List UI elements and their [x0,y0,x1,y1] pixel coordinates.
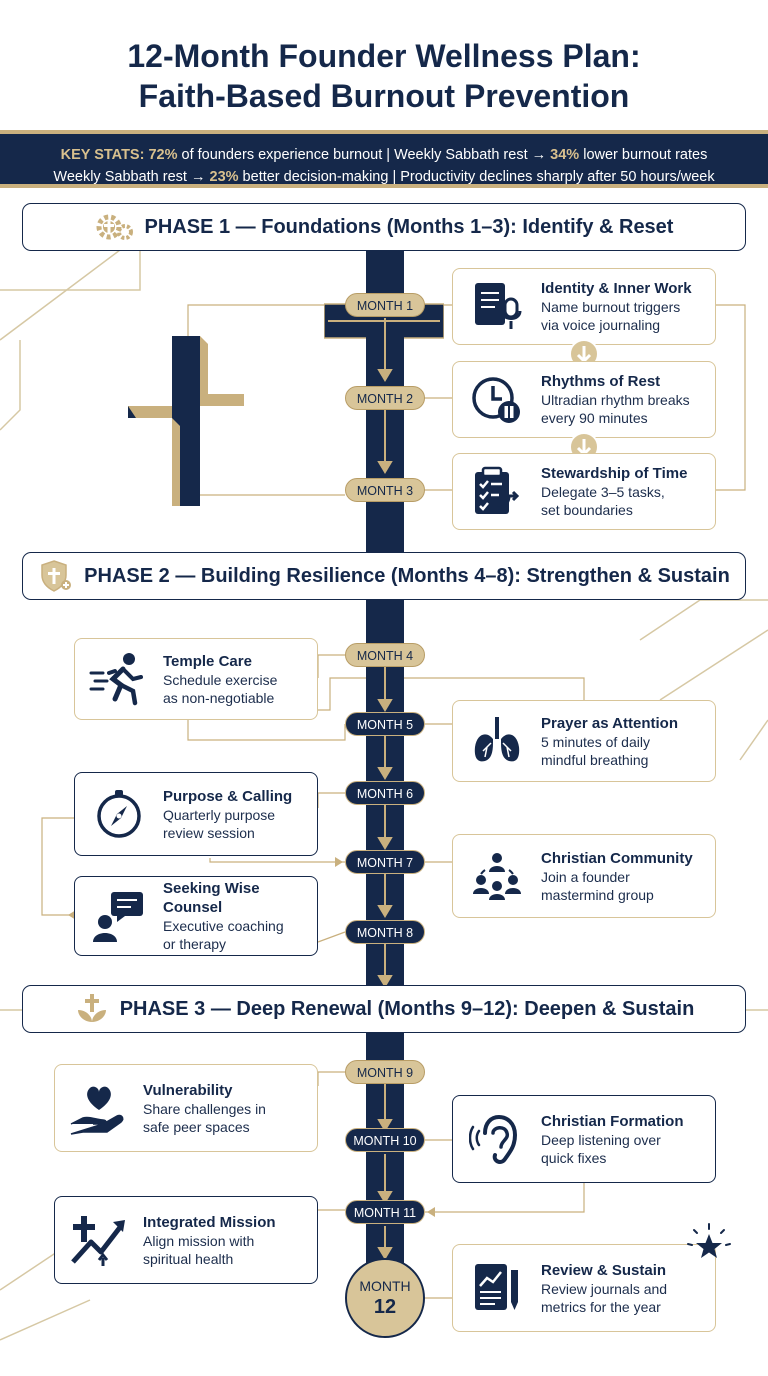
card-description: Schedule exercise as non-negotiable [163,671,278,706]
compass-icon [91,786,147,842]
phase-3-label: PHASE 3 — Deep Renewal (Months 9–12): Deepen & Sustain [119,997,695,1020]
running-person-icon [89,651,149,707]
gears-cross-icon [95,210,135,244]
report-pencil-icon [469,1260,525,1316]
card-title: Rhythms of Rest [541,373,661,390]
month-7-marker: MONTH 7 [345,850,425,874]
card-description: Join a founder mastermind group [541,868,654,903]
month-6-marker: MONTH 6 [345,781,425,805]
card-seeking-wise-counsel [74,876,318,956]
clipboard-delegate-icon [469,464,525,520]
card-description: Align mission with spiritual health [143,1232,255,1267]
phase-2-label: PHASE 2 — Building Resilience (Months 4–8): Strengthen & Sustain [84,564,730,587]
ear-listening-icon [469,1111,525,1167]
phase-3-header [22,985,746,1033]
card-description: Quarterly purpose review session [163,806,276,841]
month-1-marker: MONTH 1 [345,293,425,317]
month-2-marker: MONTH 2 [345,386,425,410]
month-8-marker: MONTH 8 [345,920,425,944]
month-11-marker: MONTH 11 [345,1200,425,1224]
stat-sabbath-prefix: Weekly Sabbath rest → [53,169,210,185]
card-title: Seeking Wise Counsel [163,880,260,916]
card-identity-inner-work [452,268,716,345]
star-burst-icon [684,1222,734,1272]
phase-2-header [22,552,746,600]
month-4-marker: MONTH 4 [345,643,425,667]
card-description: Deep listening over quick fixes [541,1131,661,1166]
month-3-marker: MONTH 3 [345,478,425,502]
card-stewardship-of-time [452,453,716,530]
month-12-number: 12 [373,1296,397,1318]
card-vulnerability [54,1064,318,1152]
card-prayer-as-attention [452,700,716,782]
card-temple-care [74,638,318,720]
card-rhythms-of-rest [452,361,716,438]
large-cross-icon [128,336,248,506]
card-title: Christian Formation [541,1112,684,1130]
month-10-marker: MONTH 10 [345,1128,425,1152]
card-review-and-sustain [452,1244,716,1332]
card-christian-formation [452,1095,716,1183]
card-title: Temple Care [163,652,252,670]
stat-burnout-value: 72% [148,147,178,163]
card-integrated-mission [54,1196,318,1284]
card-title: Purpose & Calling [163,787,293,805]
key-stats-line-1 [0,144,768,166]
shield-cross-icon [38,559,74,593]
title-line-1: 12-Month Founder Wellness Plan: [127,38,641,74]
card-christian-community [452,834,716,918]
stat-decision-value: 23% [209,169,239,185]
phase-1-label: PHASE 1 — Foundations (Months 1–3): Identify & Reset [144,215,674,238]
stat-sabbath-burnout-value: 34% [550,147,580,163]
journal-microphone-icon [469,279,525,335]
card-description: Ultradian rhythm breaks every 90 minutes [541,392,690,426]
card-title: Identity & Inner Work [541,280,692,297]
month-5-marker: MONTH 5 [345,712,425,736]
card-title: Integrated Mission [143,1213,276,1231]
lungs-icon [469,713,525,769]
cross-leaves-icon [74,992,110,1026]
card-description: Share challenges in safe peer spaces [143,1100,266,1135]
card-title: Review & Sustain [541,1261,667,1279]
month-12-marker [345,1258,425,1338]
key-stats-label: KEY STATS: [60,147,145,163]
card-title: Christian Community [541,849,693,867]
card-description: Delegate 3–5 tasks, set boundaries [541,484,665,518]
stat-burnout-text: of founders experience burnout | Weekly Sabbath rest → [177,147,551,163]
heart-hand-icon [69,1080,129,1136]
key-stats-bar [0,130,768,188]
card-description: 5 minutes of daily mindful breathing [541,733,650,768]
community-group-icon [467,848,527,904]
cross-growth-arrow-icon [69,1212,129,1268]
card-description: Executive coaching or therapy [163,918,284,952]
card-purpose-and-calling [74,772,318,856]
card-description: Review journals and metrics for the year [541,1280,668,1315]
card-title: Stewardship of Time [541,465,688,482]
card-description: Name burnout triggers via voice journaling [541,299,681,333]
title-line-2: Faith-Based Burnout Prevention [138,78,630,114]
key-stats-line-2 [0,166,768,188]
phase-1-header [22,203,746,251]
card-title: Vulnerability [143,1081,233,1099]
stat-decision-text: better decision-making | Productivity declines sharply after 50 hours/week [238,169,715,185]
counsel-chat-icon [91,888,147,944]
month-9-marker: MONTH 9 [345,1060,425,1084]
stat-sabbath-burnout-text: lower burnout rates [579,147,708,163]
card-title: Prayer as Attention [541,714,678,732]
clock-pause-icon [469,372,525,428]
month-12-label: MONTH [359,1278,411,1294]
